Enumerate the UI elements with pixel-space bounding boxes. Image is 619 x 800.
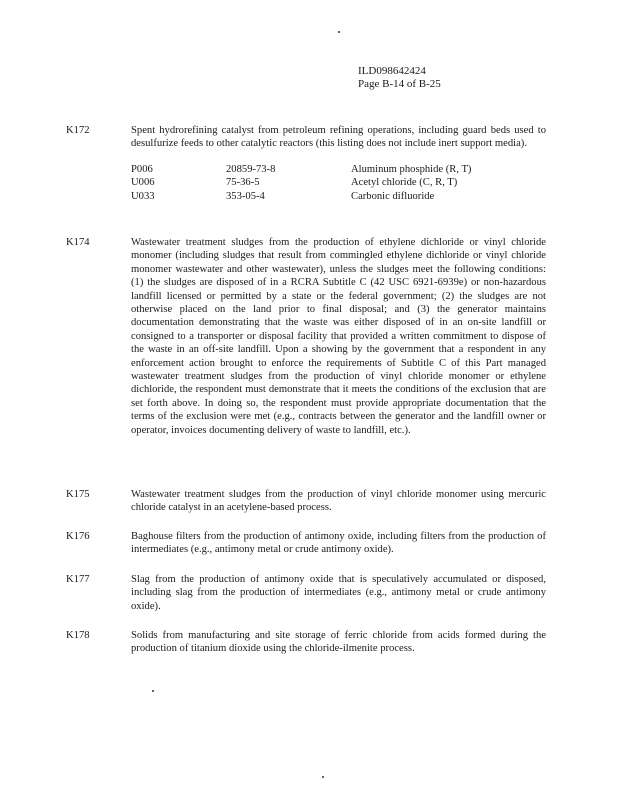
waste-code: K175 [66,489,90,500]
constituent-name: Aluminum phosphide (R, T) [351,163,472,175]
cas-number: 75-36-5 [226,177,260,189]
cas-number: 353-05-4 [226,190,265,202]
waste-entry-k174 [66,236,546,437]
table-row [131,190,471,203]
waste-description: Wastewater treatment sludges from the production of ethylene dichloride or vinyl chloride monomer (including sludges that result from commingled ethylene dichloride or vinyl chloride monomer wastewater and other wastewater), unless the sludges meet the following conditions: (1) the sludges are disposed of in a RCRA Subtitle C (42 USC 6921-6939e) or non-hazardous landfill licensed or permitted by a state or the federal government; (2) the sludges are not otherwise placed on the land prior to final disposal; and (3) the generator maintains documentation demonstrating that the waste was either disposed of in an on-site landfill or consigned to a transporter or disposal facility that provided a written commitment to dispose of the waste in an off-site landfill. Upon a showing by the government that a respondent in any enforcement action brought to enforce the requirements of Subtitle C of this Part managed wastewater treatment sludges from the production of vinyl chloride monomer or ethylene dichloride, the respondent must demonstrate that it meets the conditions of the exclusion that are set forth above. In doing so, the respondent must provide appropriate documentation that the terms of the exclusion were met (e.g., contracts between the generator and the landfill owner or operator, invoices documenting delivery of waste to landfill, etc.). [131,237,546,436]
waste-entry-k178 [66,629,546,656]
waste-description: Wastewater treatment sludges from the production of vinyl chloride monomer using mercuric chloride catalyst in an acetylene-based process. [131,489,546,514]
cas-number: 20859-73-8 [226,163,276,175]
constituent-code: P006 [131,163,153,175]
constituent-name: Carbonic difluoride [351,190,435,202]
waste-entry-k177 [66,573,546,613]
waste-entry-k176 [66,530,546,557]
table-row [131,163,471,176]
waste-code: K174 [66,237,90,248]
hazardous-constituents-table [131,163,471,203]
scan-speck [338,31,340,33]
waste-entry-k172 [66,124,546,203]
waste-description: Solids from manufacturing and site storage of ferric chloride from acids formed during the production of titanium dioxide using the chloride-ilmenite process. [131,630,546,655]
page-header [358,65,441,91]
constituent-name: Acetyl chloride (C, R, T) [351,177,458,189]
waste-description: Spent hydrorefining catalyst from petroleum refining operations, including guard beds used to desulfurize feeds to other catalytic reactors (this listing does not include inert support media). [131,125,546,150]
waste-code: K177 [66,574,90,585]
scan-speck [322,776,324,778]
waste-code: K172 [66,125,90,136]
waste-description: Baghouse filters from the production of antimony oxide, including filters from the production of intermediates (e.g., antimony metal or crude antimony oxide). [131,531,546,556]
page-number: Page B-14 of B-25 [358,78,441,90]
waste-entry-k175 [66,488,546,515]
waste-description: Slag from the production of antimony oxide that is speculatively accumulated or disposed, including slag from the production of intermediates (e.g., antimony metal or crude antimony oxide). [131,574,546,612]
table-row [131,176,471,189]
waste-code: K178 [66,630,90,641]
waste-code: K176 [66,531,90,542]
scan-speck [152,690,154,692]
document-id: ILD098642424 [358,65,426,77]
constituent-code: U006 [131,177,155,189]
constituent-code: U033 [131,190,155,202]
